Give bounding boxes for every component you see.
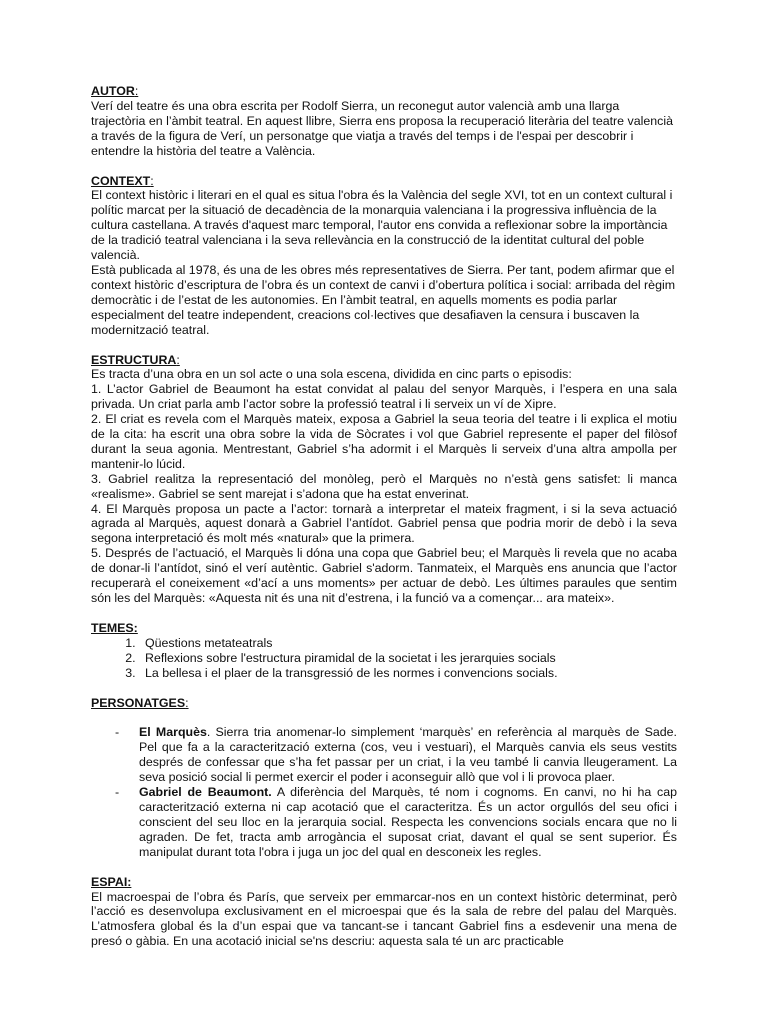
list-item (91, 785, 677, 860)
estructura-part-3: 3. Gabriel realitza la representació del monòleg, però el Marquès no n’està gens satisfet: li manca «realisme». Gabriel se sent marejat i s’adona que ha estat enverinat. (91, 471, 677, 501)
context-paragraph-1: El context històric i literari en el qual es situa l'obra és la València del segle XVI, tot en un context cultural i polític marcat per la situació de decadència de la monarquia valenciana i la progressiva influència de la cultura castellana. A través d'aquest marc temporal, l'autor ens convida a reflexionar sobre la importància de la tradició teatral valenciana i la seva rellevància en la construcció de la identitat cultural del poble valencià. (91, 188, 673, 263)
context-paragraph-2: Està publicada al 1978, és una de les obres més representatives de Sierra. Per tant, podem afirmar que el context històric d’escriptura de l’obra és un context de canvi i d’obertura política i social: arribada del règim democràtic i de l’estat de les autonomies. En l’àmbit teatral, en aquells moments es podia parlar especialment del teatre independent, creacions col·lectives que desafiaven la censura i buscaven la modernització teatral. (91, 262, 676, 337)
context-heading: CONTEXT: (91, 173, 154, 188)
estructura-heading: ESTRUCTURA: (91, 352, 180, 367)
list-item: 3. La bellesa i el plaer de la transgressió de les normes i convencions socials. (139, 666, 677, 681)
temes-list (91, 636, 677, 681)
personatges-list (91, 725, 677, 859)
estructura-part-4: 4. El Marquès proposa un pacte a l’actor: tornarà a interpretar el mateix fragment, i si la seva actuació agrada al Marquès, aquest donarà a Gabriel l’antídot. Gabriel pensa que podria morir de debò i la seva segona interpretació és molt més «natural» que la primera. (91, 501, 677, 546)
espai-text: El macroespai de l’obra és París, que serveix per emmarcar-nos en un context històric determinat, però l’acció es desenvolupa exclusivament en el microespai que és la sala de rebre del palau del Marquès. L’atmosfera global és la d’un espai que va tancant-se i tancant Gabriel fins a esdevenir una mena de presó o gàbia. En una acotació inicial se'ns descriu: aquesta sala té un arc practicable (91, 889, 677, 949)
estructura-intro: Es tracta d’una obra en un sol acte o una sola escena, dividida en cinc parts o episodis: (91, 367, 572, 382)
dash-bullet: - (115, 725, 120, 740)
personatges-heading: PERSONATGES: (91, 695, 189, 710)
list-item: 1. Qüestions metateatrals (139, 636, 677, 651)
estructura-part-1: 1. L’actor Gabriel de Beaumont ha estat convidat al palau del senyor Marquès, i l’espera en una sala privada. Un criat parla amb l’actor sobre la professió teatral i li serveix un ví de Xipre. (91, 382, 677, 412)
autor-text: Verí del teatre és una obra escrita per Rodolf Sierra, un reconegut autor valencià amb una llarga trajectòria en l’àmbit teatral. En aquest llibre, Sierra ens proposa la recuperació literària del teatre valencià a través de la figura de Verí, un personatge que viatja a través del temps i de l'espai per descobrir i entendre la història del teatre a València. (91, 98, 673, 158)
list-item: 2. Reflexions sobre l'estructura piramidal de la societat i les jerarquies socials (139, 651, 677, 666)
dash-bullet: - (115, 785, 120, 800)
character-description: A diferència del Marquès, té nom i cognoms. En canvi, no hi ha cap caracterització externa ni cap acotació que el caracteritza. És un actor orgullós del seu ofici i conscient del seu lloc en la jerarquia social. Respecta les convencions socials encara que no li agraden. De fet, tracta amb arrogància el suposat criat, davant el qual se sent superior. És manipulat durant tota l'obra i juga un joc del qual en desconeix les regles. (139, 785, 677, 859)
character-name: Gabriel de Beaumont. (139, 785, 272, 800)
character-description: . Sierra tria anomenar-lo simplement ‘marquès’ en referència al marquès de Sade. Pel que fa a la caracterització externa (cos, veu i vestuari), el Marquès canvia els seus vestits després de confessar que s’ha fet passar per un criat, i la veu també li canvia lleugerament. La seva posició social li permet exercir el poder i aconseguir allò que vol i li provoca plaer. (139, 725, 677, 785)
list-item (91, 725, 677, 785)
espai-heading: ESPAI: (91, 874, 132, 889)
autor-heading: AUTOR: (91, 84, 139, 98)
document-page (91, 84, 677, 949)
character-name: El Marquès (139, 725, 207, 740)
estructura-part-2: 2. El criat es revela com el Marquès mateix, exposa a Gabriel la seua teoria del teatre i li explica el motiu de la cita: ha escrit una obra sobre la vida de Sòcrates i vol que Gabriel represente el paper del filòsof durant la seua agonia. Mentrestant, Gabriel s’ha adormit i el Marquès li serveix d’una altra ampolla per mantenir-lo lúcid. (91, 412, 677, 471)
temes-heading: TEMES: (91, 620, 138, 635)
estructura-part-5: 5. Després de l’actuació, el Marquès li dóna una copa que Gabriel beu; el Marquès li revela que no acaba de donar-li l’antídot, sinó el verí autèntic. Gabriel s'adorm. Tanmateix, el Marquès ens anuncia que l’actor recuperarà el coneixement «d’ací a uns moments» per actuar de debò. Les últimes paraules que sentim són les del Marquès: «Aquesta nit és una nit d’estrena, i la funció va a començar... ara mateix». (91, 546, 677, 605)
